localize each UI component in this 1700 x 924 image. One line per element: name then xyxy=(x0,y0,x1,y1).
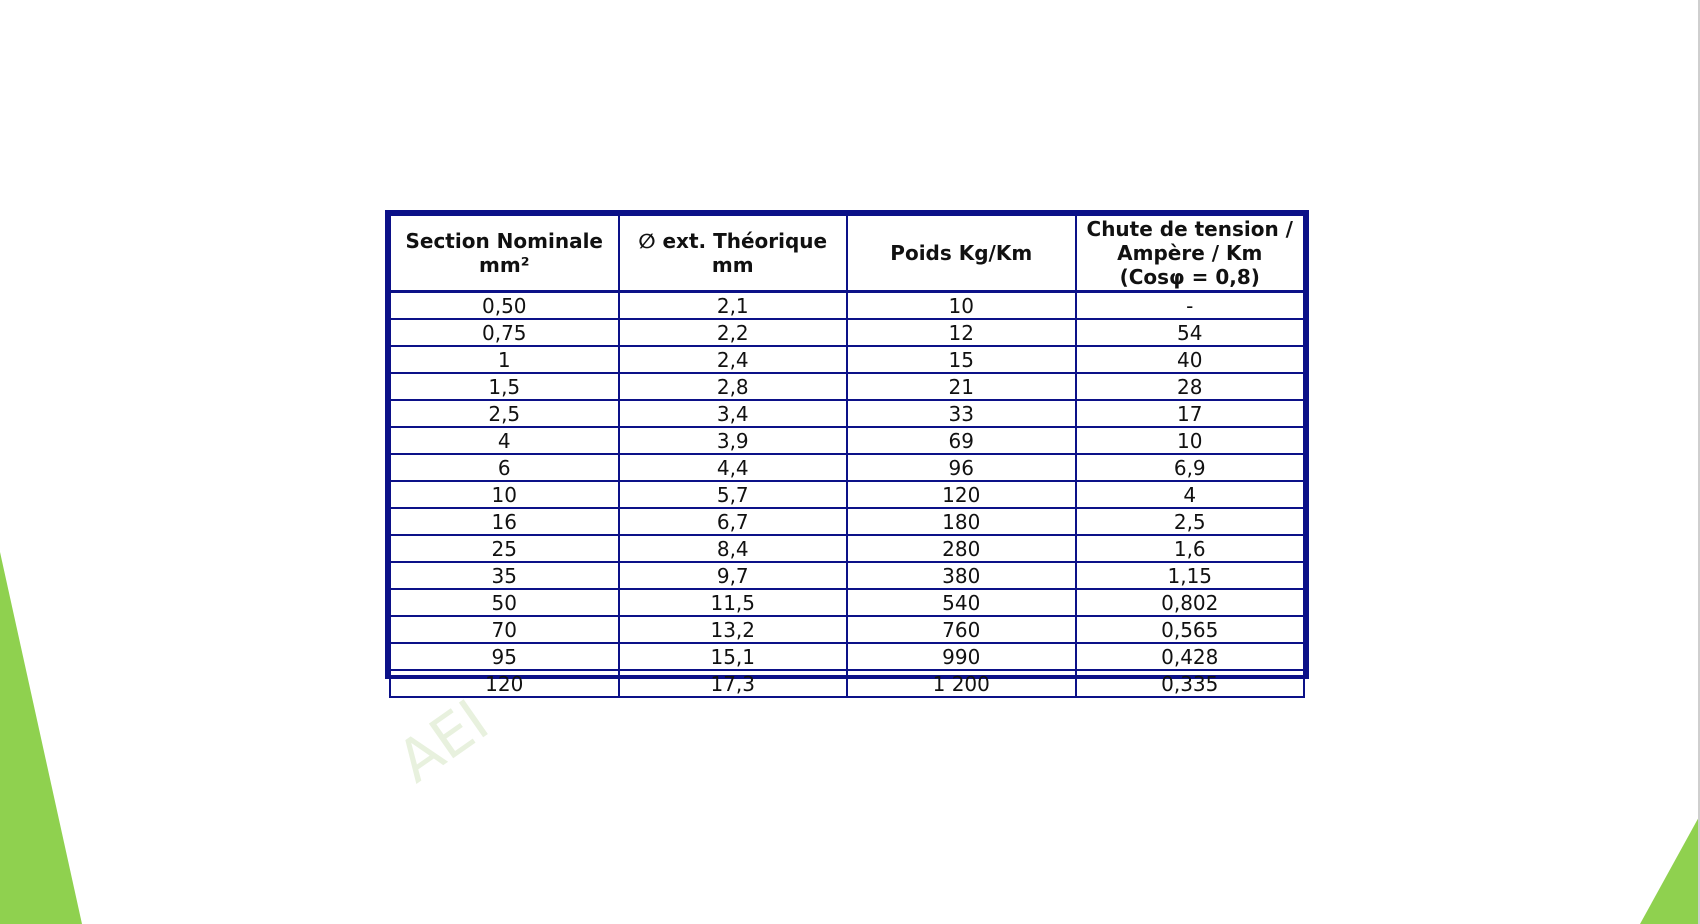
cell-section: 70 xyxy=(390,616,619,643)
cell-section: 10 xyxy=(390,481,619,508)
cell-diametre: 13,2 xyxy=(619,616,848,643)
cell-section: 1 xyxy=(390,346,619,373)
cell-section: 1,5 xyxy=(390,373,619,400)
cell-poids: 180 xyxy=(847,508,1076,535)
cell-section: 35 xyxy=(390,562,619,589)
cell-poids: 1 200 xyxy=(847,670,1076,697)
header-line: mm xyxy=(711,253,754,277)
cable-spec-table-frame xyxy=(385,210,1309,696)
cell-chute: 28 xyxy=(1076,373,1305,400)
table-row xyxy=(390,562,1304,589)
table-row xyxy=(390,643,1304,670)
table-row xyxy=(390,373,1304,400)
cell-diametre: 3,9 xyxy=(619,427,848,454)
cell-poids: 990 xyxy=(847,643,1076,670)
header-line: Poids Kg/Km xyxy=(890,241,1033,265)
cell-section: 6 xyxy=(390,454,619,481)
cell-poids: 10 xyxy=(847,292,1076,320)
table-row xyxy=(390,670,1304,697)
cell-diametre: 2,1 xyxy=(619,292,848,320)
header-section-nominale xyxy=(390,215,619,292)
cell-chute: 10 xyxy=(1076,427,1305,454)
cell-poids: 12 xyxy=(847,319,1076,346)
cell-diametre: 17,3 xyxy=(619,670,848,697)
cell-chute: 2,5 xyxy=(1076,508,1305,535)
header-line: mm² xyxy=(479,253,530,277)
cell-diametre: 11,5 xyxy=(619,589,848,616)
cell-section: 0,50 xyxy=(390,292,619,320)
cell-section: 0,75 xyxy=(390,319,619,346)
cell-poids: 760 xyxy=(847,616,1076,643)
cell-chute: - xyxy=(1076,292,1305,320)
cell-diametre: 5,7 xyxy=(619,481,848,508)
header-line: (Cosφ = 0,8) xyxy=(1119,265,1260,289)
header-line: Ampère / Km xyxy=(1117,241,1263,265)
table-row xyxy=(390,589,1304,616)
cell-poids: 540 xyxy=(847,589,1076,616)
table-body xyxy=(390,292,1304,698)
cell-poids: 280 xyxy=(847,535,1076,562)
cell-diametre: 8,4 xyxy=(619,535,848,562)
cell-diametre: 2,8 xyxy=(619,373,848,400)
cable-spec-table xyxy=(389,214,1305,698)
cell-poids: 69 xyxy=(847,427,1076,454)
right-green-triangle xyxy=(1640,815,1700,924)
table-row xyxy=(390,535,1304,562)
header-line: Section Nominale xyxy=(405,229,603,253)
table-row xyxy=(390,508,1304,535)
cell-chute: 0,428 xyxy=(1076,643,1305,670)
cell-poids: 380 xyxy=(847,562,1076,589)
table-row xyxy=(390,481,1304,508)
cell-chute: 54 xyxy=(1076,319,1305,346)
header-line: ∅ ext. Théorique xyxy=(638,229,828,253)
cell-chute: 6,9 xyxy=(1076,454,1305,481)
cell-section: 50 xyxy=(390,589,619,616)
cell-chute: 40 xyxy=(1076,346,1305,373)
cell-diametre: 2,4 xyxy=(619,346,848,373)
cell-section: 95 xyxy=(390,643,619,670)
header-chute-de-tension xyxy=(1076,215,1305,292)
table-row xyxy=(390,616,1304,643)
header-diametre-exterieur xyxy=(619,215,848,292)
cell-poids: 96 xyxy=(847,454,1076,481)
cell-diametre: 4,4 xyxy=(619,454,848,481)
cell-poids: 33 xyxy=(847,400,1076,427)
cell-diametre: 3,4 xyxy=(619,400,848,427)
cell-section: 120 xyxy=(390,670,619,697)
cell-section: 25 xyxy=(390,535,619,562)
cell-poids: 120 xyxy=(847,481,1076,508)
header-line: Chute de tension / xyxy=(1086,217,1293,241)
cell-chute: 4 xyxy=(1076,481,1305,508)
cell-section: 16 xyxy=(390,508,619,535)
cell-section: 4 xyxy=(390,427,619,454)
table-row xyxy=(390,346,1304,373)
table-row xyxy=(390,427,1304,454)
header-poids xyxy=(847,215,1076,292)
cell-poids: 15 xyxy=(847,346,1076,373)
table-row xyxy=(390,400,1304,427)
left-green-triangle xyxy=(0,552,82,924)
cell-chute: 0,802 xyxy=(1076,589,1305,616)
cell-chute: 0,565 xyxy=(1076,616,1305,643)
cell-poids: 21 xyxy=(847,373,1076,400)
cell-chute: 1,6 xyxy=(1076,535,1305,562)
cell-chute: 1,15 xyxy=(1076,562,1305,589)
table-row xyxy=(390,292,1304,320)
table-header-row xyxy=(390,215,1304,292)
watermark-text: AEI xyxy=(385,686,501,796)
cell-chute: 17 xyxy=(1076,400,1305,427)
cell-diametre: 15,1 xyxy=(619,643,848,670)
table-row xyxy=(390,454,1304,481)
cell-section: 2,5 xyxy=(390,400,619,427)
table-row xyxy=(390,319,1304,346)
cell-diametre: 9,7 xyxy=(619,562,848,589)
cell-diametre: 2,2 xyxy=(619,319,848,346)
cell-diametre: 6,7 xyxy=(619,508,848,535)
cell-chute: 0,335 xyxy=(1076,670,1305,697)
